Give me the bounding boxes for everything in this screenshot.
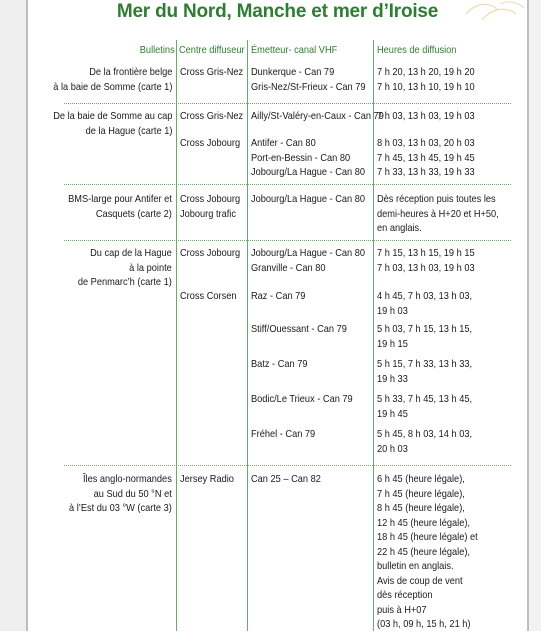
table-row-2-heures-a: 7 h 03, 13 h 03, 19 h 03 xyxy=(377,110,475,122)
column-header-centre: Centre diffuseur xyxy=(179,44,245,56)
station-stiff-emetteur: Stiff/Ouessant - Can 79 xyxy=(251,323,347,335)
table-row-1-bulletin: De la frontière belge à la baie de Somme (carte 1) xyxy=(52,66,172,93)
column-header-heures: Heures de diffusion xyxy=(377,44,457,56)
station-batz-emetteur: Batz - Can 79 xyxy=(251,358,308,370)
table-row-2-centre-a: Cross Gris-Nez xyxy=(180,110,244,122)
station-bodic-emetteur: Bodic/Le Trieux - Can 79 xyxy=(251,393,353,405)
table-row-5-bulletin: Îles anglo-normandes au Sud du 50 °N et à l’Est du 03 °W (carte 3) xyxy=(69,473,172,514)
row-divider xyxy=(64,465,511,466)
table-row-5-emetteur: Can 25 – Can 82 xyxy=(251,473,321,485)
table-row-4-centre-b: Cross Corsen xyxy=(180,290,237,302)
station-frehel-heures: 5 h 45, 8 h 03, 14 h 03, 20 h 03 xyxy=(377,428,473,455)
row-divider xyxy=(64,103,511,104)
row-divider xyxy=(64,184,511,185)
table-row-1-heures: 7 h 20, 13 h 20, 19 h 20 7 h 10, 13 h 10, 19 h 10 xyxy=(377,66,475,93)
table-row-5-centre: Jersey Radio xyxy=(180,473,234,485)
page-margin-left xyxy=(0,0,26,631)
table-row-3-bulletin: BMS-large pour Antifer et Casquets (carte 2) xyxy=(68,193,172,220)
station-stiff-heures: 5 h 03, 7 h 15, 13 h 15, 19 h 15 xyxy=(377,323,473,350)
column-divider xyxy=(247,40,248,631)
table-row-2-heures-b: 8 h 03, 13 h 03, 20 h 03 7 h 45, 13 h 45, 19 h 45 7 h 33, 13 h 33, 19 h 33 xyxy=(377,137,475,178)
row-divider xyxy=(64,240,511,241)
column-header-emetteur: Émetteur- canal VHF xyxy=(251,44,338,56)
table-row-2-emetteur-b: Antifer - Can 80 Port-en-Bessin - Can 80 Jobourg/La Hague - Can 80 xyxy=(251,137,366,178)
station-raz-heures: 4 h 45, 7 h 03, 13 h 03, 19 h 03 xyxy=(377,290,473,317)
page-margin-right xyxy=(529,0,541,631)
table-row-4-heures-a: 7 h 15, 13 h 15, 19 h 15 7 h 03, 13 h 03, 19 h 03 xyxy=(377,247,475,274)
table-row-5-heures: 6 h 45 (heure légale), 7 h 45 (heure légale), 8 h 45 (heure légale), 12 h 45 (heure légale), 18 h 45 (heure légale) et 22 h 45 (heure légale), bulletin en anglais. Avis de coup de vent dès réception puis à H+07 (03 h, 09 h, 15 h, 21 h) xyxy=(377,473,478,630)
page-title: Mer du Nord, Manche et mer d’Iroise xyxy=(116,1,439,22)
table-row-1-centre: Cross Gris-Nez xyxy=(180,66,244,78)
station-raz-emetteur: Raz - Can 79 xyxy=(251,290,306,302)
station-batz-heures: 5 h 15, 7 h 33, 13 h 33, 19 h 33 xyxy=(377,358,473,385)
table-row-4-bulletin: Du cap de la Hague à la pointe de Penmarc’h (carte 1) xyxy=(78,247,172,288)
page-edge-left xyxy=(26,0,28,631)
table-row-3-heures: Dès réception puis toutes les demi-heures à H+20 et H+50, en anglais. xyxy=(377,193,499,234)
column-header-bulletins: Bulletins xyxy=(140,44,175,56)
table-row-4-emetteur-a: Jobourg/La Hague - Can 80 Granville - Can 80 xyxy=(251,247,366,274)
column-divider xyxy=(176,40,177,631)
table-row-2-emetteur-a: Ailly/St-Valéry-en-Caux - Can 79 xyxy=(251,110,384,122)
table-row-3-centre: Cross Jobourg Jobourg trafic xyxy=(180,193,241,220)
table-row-4-centre-a: Cross Jobourg xyxy=(180,247,241,259)
table-row-2-bulletin: De la baie de Somme au cap de la Hague (carte 1) xyxy=(52,110,172,137)
station-frehel-emetteur: Fréhel - Can 79 xyxy=(251,428,316,440)
station-bodic-heures: 5 h 33, 7 h 45, 13 h 45, 19 h 45 xyxy=(377,393,473,420)
table-row-3-emetteur: Jobourg/La Hague - Can 80 xyxy=(251,193,366,205)
table-row-1-emetteur: Dunkerque - Can 79 Gris-Nez/St-Frieux - Can 79 xyxy=(251,66,366,93)
column-divider xyxy=(373,40,374,631)
table-row-2-centre-b: Cross Jobourg xyxy=(180,137,241,149)
